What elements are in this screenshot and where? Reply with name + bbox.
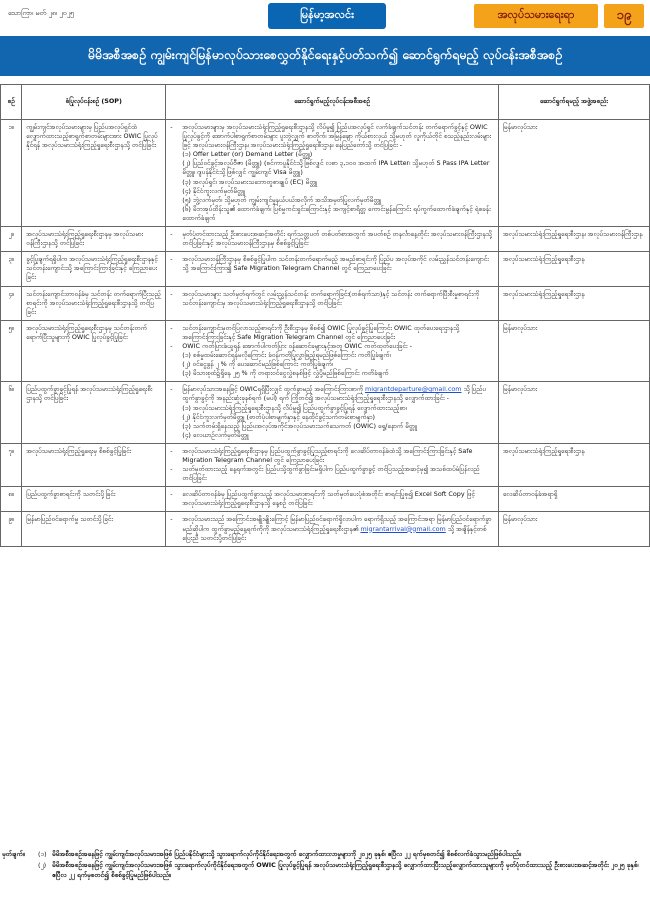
row-number: ၃။ [1,252,22,286]
row-sop: အလုပ်သမားသံရုံးကြည့်ရှုရေးမှ စိစစ်ခွင့်ပြုခြင်း [22,443,166,486]
row-sop: အလုပ်သမားသံရုံးကြည့်ရှုရေးစီးဌာနမှ သင်တန်းတက်ရောက်ပြီးသူများကို OWIC ပြုလုပ်ခွင့်ပြုခြင်း [22,320,166,382]
row-sop: မြန်မာပြည်ဝင်ရောက်မှု သတင်းပို့ခြင်း [22,512,166,546]
row-number: ၆။ [1,382,22,444]
row-number: ၈။ [1,487,22,512]
header-sop: စံပြုလုပ်ငန်းစဉ် (SOP) [22,85,166,120]
activity-text: အလုပ်သမားများ သတ်မှတ်ရက်တွင် လမ်းညွှန်သင်တန်း တက်ရောက်ခြင်း(တစ်ရက်သာ)နှင့် သင်တန်း တက်ရောက်ပြီးစီးမှုစာရင်းကို သင်တန်းကျောင်းမှ အလုပ်သမားသံရုံးကြည့်ရှုရေးစီးဌာနသို့ တင်ပြခြင်း [182,289,480,307]
activity-text: မြန်မာလုပ်သားအနေဖြင့် OWICရရှိပြီးလျှင် ထွက်ခွာမည့် အကြောင်းကြားစာကို [182,385,365,394]
table-row [1,227,650,252]
row-activities: - သင်တန်းကျောင်းမှတင်ပြလာသည့်စာရင်းကို ဦးစီးဌာနမှ စိစစ်၍ OWIC ပြုလုပ်ခွင့်ပြုကြောင်း OWIC ထုတ်ပေးရေးဌာနသို့ အကြောင်းကြားခြင်းနှင့် Safe Migration Telegram Channel တွင် ကြေညာပေးခြင်း - OWIC ကတ်ပြားခံယူရန် အောက်ပါကတ်ပြား ဝန်ဆောင်ခများနှင့်အတူ OWIC ကတ်ထုတ်ပေးခြင်း - (၁) စစ်မှုထမ်းဆောင်ရန်မလိုကြောင်း ခံဝန်ကတိပြုလွှာဖြည့်ရမည်ဖြစ်ကြောင်း ကတိပြုခံချက်၊ (၂) ဝင်ငွေခွန် ၂ % ကို ပေးဆောင်မည်ဖြစ်ကြောင်း ကတိပြုခံချက်၊ (၃) မိသားစုထံ၌ရှိနေ ၂၅ % ကို တရားဝင်ငွေလွှဲစနစ်ဖြင့် လွှဲပို့မည်ဖြစ်ကြောင်း ကတိခံချက် [166,320,499,382]
sub-item: (၃) မိသားစုထံ၌ရှိနေ ၂၅ % ကို တရားဝင်ငွေလွှဲစနစ်ဖြင့် လွှဲပို့မည်ဖြစ်ကြောင်း ကတိခံချက် [182,369,389,378]
sub-item: (၁) Offer Letter (or) Demand Letter (မိတ္တူ) [182,150,313,159]
note-item [0,850,650,859]
sub-item: (၅) ဘွဲ့လက်မှတ်၊ သို့မဟုတ် ကျွမ်းကျင်မှုနယ်ပယ်အလိုက် အသိအမှတ်ပြုလက်မှတ်မိတ္တူ [182,195,382,204]
header-no: စဉ် [1,85,22,120]
row-responsible: အလုပ်သမားသံရုံးကြည့်ရှုရေးစီးဌာန [498,286,649,320]
note-item [0,861,650,880]
note-number: (၂) [38,861,47,870]
row-activities: - မြန်မာလုပ်သားအနေဖြင့် OWICရရှိပြီးလျှင် ထွက်ခွာမည့် အကြောင်းကြားစာကို migrantdeparture@gmail.com သို့ပြည်ပထွက်ခွာခွင့်ကို အနည်းဆုံးခုနစ်ရက် (မပါ) ရက် ကြိုတင်၍ အလုပ်သမားသံရုံးကြည့်ရှုရေးစီးဌာနသို့ လျှောက်ထားခြင်း - (၁) အလုပ်သမားသံရုံးကြည့်ရှုရေးစီးဌာနသို့ လိပ်မူ၍ ပြည်ပထွက်ခွာခွင့်ပြုရန် လျှောက်ထားသည့်စာ၊ (၂) နိုင်ငံကူးလက်မှတ်မိတ္တူ (ဓာတ်ပုံပါစာမျက်နှာနှင့် နေထိုင်ခွင့်သက်တမ်းစာမျက်နှာ) (၃) သက်တမ်းရှိနေသည့် ပြည်ပအလုပ်အကိုင်အလုပ်သမားသက်သေကတ် (OWIC) ရှေ့/နောက် မိတ္တူ (၄) လေယာဉ်လက်မှတ်မိတ္တူ [166,382,499,444]
row-sop: ကျွမ်းကျင်အလုပ်သမားများမှ ပြည်ပအလုပ်ရှင်ထံ လျှောက်ထားသည့်စာရွက်စာတမ်းများအား OWIC ပြုလုပ်နိုင်ရန် အလုပ်သမားသံရုံးကြည့်ရှုရေးစီးဌာနသို့ တင်ပြခြင်း [22,120,166,227]
sub-item: (၆) မိဘအုပ်ထိန်းသူ၏ ထောက်ခံချက်၊ ပြစ်မှုကင်းရှင်းကြောင်းနှင့် အကျင့်စာရိတ္တ ကောင်းမွန်ကြောင်း ရပ်ကွက်ထောက်ခံချက်နှင့် ရဲစခန်းထောက်ခံချက် [182,204,491,222]
row-sop: သင်တန်းကျောင်းတာဝန်ခံမှ သင်တန်း တက်ရောက်ပြီးသည့် စာရင်းကို အလုပ်သမားသံရုံးကြည့်ရှုရေးစီးဌာနသို့ တင်ပြခြင်း [22,286,166,320]
sub-item: (၂) ပြည်ဝင်ခွင့်အလုပ်ဗီဇာ (မိတ္တူ) (စင်ကာပူနိုင်ငံသို့ဖြစ်လျှင် လစာ ၃,၁၀၀ အထက် IPA Letter၊ သို့မဟုတ် S Pass IPA Letter မိတ္တူ၊ ဂျပန်နိုင်ငံသို့ဖြစ်လျှင် ကျွမ်းကျင် Visa မိတ္တူ) [182,159,490,177]
sub-item: (၁) အလုပ်သမားသံရုံးကြည့်ရှုရေးစီးဌာနသို့ လိပ်မူ၍ ပြည်ပထွက်ခွာခွင့်ပြုရန် လျှောက်ထားသည့်စာ၊ [182,403,407,412]
row-activities: - အလုပ်သမားဝန်ကြီးဌာနမှ စိစစ်ခွင့်ပြုပါက သင်တန်းတက်ရောက်မည့် အမည်စာရင်းကို ပြည်ပ အလုပ်အကိုင် လမ်းညွှန်သင်တန်းကျောင်းသို့ အကြောင်းကြား၍ Safe Migration Telegram Channel တွင် ကြေညာပေးခြင်း [166,252,499,286]
row-responsible: မြန်မာလုပ်သား [498,120,649,227]
row-activities: - အလုပ်သမားသံရုံးကြည့်ရှုရေးစီးဌာနမှ ပြည်ပထွက်ခွာခွင့်ပြုသည့်စာရင်းကို လေဆိပ်တာဝန်ခံထံသို့ အကြောင်းကြားခြင်းနှင့် Safe Migration Telegram Channel တွင် ကြေညာပေးခြင်း - သတ်မှတ်ထားသည့် နေ့ရက်အတွင်း ပြည်ပသို့ထွက်ခွာခြင်းမရှိပါက ပြည်ပထွက်ခွာခွင့် တင်ပြသည့်အဆင့်မှ၍ အသစ်ထပ်မံပြန်လည်တင်ပြခြင်း [166,443,499,486]
row-sop: ပြည်ပထွက်ခွာခွင့်ပြုရန် အလုပ်သမားသံရုံးကြည့်ရှုရေးစီးဌာနသို့ တင်ပြခြင်း [22,382,166,444]
section-label: အလုပ်သမားရေးရာ [474,4,598,28]
row-activities: - လေဆိပ်တာဝန်ခံမှ ပြည်ပထွက်ခွာသည့် အလုပ်သမားစာရင်းကို သတ်မှတ်ပေးပုံစံအတိုင်း စာရင်းပြုစု၍ Excel Soft Copy ဖြင့် အလုပ်သမားသံရုံးကြည့်ရှုရေးစီးဌာနသို့ နေ့စဉ် တင်ပြခြင်း [166,487,499,512]
row-responsible: မြန်မာလုပ်သား [498,512,649,546]
row-responsible: အလုပ်သမားသံရုံးကြည့်ရှုရေးစီးဌာန [498,252,649,286]
activity-text: မှတ်ပုံတင်ထားသည့် ဦးစားပေးအဆင့်အတိုင်း ရက်သတ္တပတ် တစ်ပတ်စာအတွက် အပတ်စဉ် တနင်္လာနေ့တိုင်း အလုပ်သမားဝန်ကြီးဌာနသို့ တင်ပြခြင်းနှင့် အလုပ်သမားဝန်ကြီးဌာနမှ စိစစ်ခွင့်ပြုခြင်း [182,230,492,248]
header-responsible: ဆောင်ရွက်ရမည့် အဖွဲ့အစည်း [498,85,649,120]
row-number: ၅။ [1,320,22,382]
row-activities: - အလုပ်သမားများမှ အလုပ်သမားသံရုံးကြည့်ရှုရေးစီးဌာနသို့ လိပ်မူ၍ ပြည်ပအလုပ်ရှင် လက်ခံချက်သင်တန်း တက်ရောက်ခွင့်နှင့် OWIC ပြုလုပ်ခွင့်ကို အောက်ပါစာရွက်စာတမ်းများ ပူးတွဲလျှက် စာတိုက်၊ အမြန်ချော ကိုယ်စားလှယ် သို့မဟုတ် လူကိုယ်တိုင် စသည့်နည်းလမ်းများဖြင့် အလုပ်သမားဝန်ကြီးဌာန၊ အလုပ်သမားသံရုံးကြည့်ရှုရေးစီးဌာန၊ နေပြည်တော်သို့ တင်ပြခြင်း - (၁) Offer Letter (or) Demand Letter (မိတ္တူ) (၂) ပြည်ဝင်ခွင့်အလုပ်ဗီဇာ (မိတ္တူ) (စင်ကာပူနိုင်ငံသို့ဖြစ်လျှင် လစာ ၃,၁၀၀ အထက် IPA Letter၊ သို့မဟုတ် S Pass IPA Letter မိတ္တူ၊ ဂျပန်နိုင်ငံသို့ဖြစ်လျှင် ကျွမ်းကျင် Visa မိတ္တူ) (၃) အလုပ်ရှင်၊ အလုပ်သမားသဘောတူစာချုပ် (EC) မိတ္တူ (၄) နိုင်ငံကူးလက်မှတ်မိတ္တူ (၅) ဘွဲ့လက်မှတ်၊ သို့မဟုတ် ကျွမ်းကျင်မှုနယ်ပယ်အလိုက် အသိအမှတ်ပြုလက်မှတ်မိတ္တူ (၆) မိဘအုပ်ထိန်းသူ၏ ထောက်ခံချက်၊ ပြစ်မှုကင်းရှင်းကြောင်းနှင့် အကျင့်စာရိတ္တ ကောင်းမွန်ကြောင်း ရပ်ကွက်ထောက်ခံချက်နှင့် ရဲစခန်းထောက်ခံချက် [166,120,499,227]
activity-text: OWIC ကတ်ပြားခံယူရန် အောက်ပါကတ်ပြား ဝန်ဆောင်ခများနှင့်အတူ OWIC ကတ်ထုတ်ပေးခြင်း - [182,341,412,350]
header-activities: ဆောင်ရွက်မည့်လုပ်ငန်းအစီအစဉ် [166,85,499,120]
table-row [1,443,650,486]
notes-label: မှတ်ချက်။ [2,850,25,858]
table-row [1,512,650,546]
table-row [1,120,650,227]
row-activities: - အလုပ်သမားသည် အကြောင်းအမျိုးမျိုးကြောင့် မြန်မာပြည်ဝင်ရောက်ရှိလာပါက ရောက်ရှိသည့် အကြောင်းအရာ မြန်မာပြည်ဝင်ရောက်ခွာမည်ဆိုပါက ထွက်ခွာမည့်နေ့ရက်ကိုကို အလုပ်သမားသံရုံးကြည့်ရှုရေးစီးဌာန၏ migrantarrival@gmail.com သို့ အချိန်နှင့်တစ်ပြေးညီ သတင်းပို့တင်ပြခြင်း [166,512,499,546]
article-title: မိမိအစီအစဉ် ကျွမ်းကျင်မြန်မာလုပ်သားစေလွှတ်နိုင်ရေးနှင့်ပတ်သက်၍ ဆောင်ရွက်ရမည့် လုပ်ငန်းအစီအစဉ် [0,36,650,76]
row-responsible: မြန်မာလုပ်သား [498,320,649,382]
table-row [1,320,650,382]
activity-text: သို့ပြည်ပထွက်ခွာခွင့်ကို အနည်းဆုံးခုနစ်ရက် (မပါ) ရက် ကြိုတင်၍ အလုပ်သမားသံရုံးကြည့်ရှုရေးစီးဌာနသို့ လျှောက်ထားခြင်း - [182,385,486,403]
note-text: မိမိအစီအစဉ်အနေဖြင့် ကျွမ်းကျင်အလုပ်သမားအဖြစ် ပြည်ပနိုင်ငံများသို့ သွားရောက်လုပ်ကိုင်နိုင်ရေးအတွက် လျှောက်ထားလာမှုများကို ၂၀၂၅ ခုနှစ်၊ ဧပြီလ ၂၂ ရက်မှစတင်၍ စိစစ်လက်ခံသွားမည်ဖြစ်ပါသည်။ [52,850,521,858]
page-header [0,0,650,34]
row-number: ၁။ [1,120,22,227]
row-number: ၇။ [1,443,22,486]
activity-text: အလုပ်သမားသံရုံးကြည့်ရှုရေးစီးဌာနမှ ပြည်ပထွက်ခွာခွင့်ပြုသည့်စာရင်းကို လေဆိပ်တာဝန်ခံထံသို့ အကြောင်းကြားခြင်းနှင့် Safe Migration Telegram Channel တွင် ကြေညာပေးခြင်း [182,446,473,464]
procedure-table [0,84,650,547]
table-row [1,252,650,286]
notes-section [0,850,650,882]
row-activities: - မှတ်ပုံတင်ထားသည့် ဦးစားပေးအဆင့်အတိုင်း ရက်သတ္တပတ် တစ်ပတ်စာအတွက် အပတ်စဉ် တနင်္လာနေ့တိုင်း အလုပ်သမားဝန်ကြီးဌာနသို့ တင်ပြခြင်းနှင့် အလုပ်သမားဝန်ကြီးဌာနမှ စိစစ်ခွင့်ပြုခြင်း [166,227,499,252]
activity-text: အလုပ်သမားသည် အကြောင်းအမျိုးမျိုးကြောင့် မြန်မာပြည်ဝင်ရောက်ရှိလာပါက ရောက်ရှိသည့် အကြောင်းအရာ မြန်မာပြည်ဝင်ရောက်ခွာမည်ဆိုပါက ထွက်ခွာမည့်နေ့ရက်ကိုကို အလုပ်သမားသံရုံးကြည့်ရှုရေးစီးဌာန၏ [182,515,492,533]
sub-item: (၃) သက်တမ်းရှိနေသည့် ပြည်ပအလုပ်အကိုင်အလုပ်သမားသက်သေကတ် (OWIC) ရှေ့/နောက် မိတ္တူ [182,421,417,430]
activity-text: သတ်မှတ်ထားသည့် နေ့ရက်အတွင်း ပြည်ပသို့ထွက်ခွာခြင်းမရှိပါက ပြည်ပထွက်ခွာခွင့် တင်ပြသည့်အဆင့်မှ၍ အသစ်ထပ်မံပြန်လည်တင်ပြခြင်း [182,465,480,483]
activity-text: အလုပ်သမားများမှ အလုပ်သမားသံရုံးကြည့်ရှုရေးစီးဌာနသို့ လိပ်မူ၍ ပြည်ပအလုပ်ရှင် လက်ခံချက်သင်တန်း တက်ရောက်ခွင့်နှင့် OWIC ပြုလုပ်ခွင့်ကို အောက်ပါစာရွက်စာတမ်းများ ပူးတွဲလျှက် စာတိုက်၊ အမြန်ချော ကိုယ်စားလှယ် သို့မဟုတ် လူကိုယ်တိုင် စသည့်နည်းလမ်းများဖြင့် အလုပ်သမားဝန်ကြီးဌာန၊ အလုပ်သမားသံရုံးကြည့်ရှုရေးစီးဌာန၊ နေပြည်တော်သို့ တင်ပြခြင်း - [182,123,492,150]
activity-text: သို့ အချိန်နှင့်တစ်ပြေးညီ သတင်းပို့တင်ပြခြင်း [182,524,487,542]
note-text: မိမိအစီအစဉ်အနေဖြင့် ကျွမ်းကျင်အလုပ်သမားအဖြစ် သွားရောက်လုပ်ကိုင်နိုင်ရေးအတွက် OWIC ပြုလုပ်ခွင့်ပြုရန် အလုပ်သမားသံရုံးကြည့်ရှုရေးစီးဌာနသို့ လျှောက်ထားပြီးသည့်လျှောက်ထားသူများကို မှတ်ပုံတင်ထားသည့် ဦးစားပေးအဆင့်အတိုင်း ၂၀၂၅ ခုနှစ်၊ ဧပြီလ ၂၂ ရက်မှစတင်၍ စိစစ်ခွင့်ပြုမည်ဖြစ်ပါသည်။ [52,861,639,879]
row-number: ၂။ [1,227,22,252]
row-sop: ခွင့်ပြုချက်ရရှိပါက အလုပ်သမားသံရုံးကြည့်ရှုရေးစီးဌာနနှင့် သင်တန်းကျောင်းသို့ အကြောင်းကြားခြင်းနှင့် ကြေညာပေးခြင်း [22,252,166,286]
arrival-email-link[interactable]: migrantarrival@gmail.com [360,524,446,533]
sub-item: (၂) ဝင်ငွေခွန် ၂ % ကို ပေးဆောင်မည်ဖြစ်ကြောင်း ကတိပြုခံချက်၊ [182,360,333,369]
newspaper-masthead: မြန်မာ့အလင်း [268,3,386,29]
sub-item: (၂) နိုင်ငံကူးလက်မှတ်မိတ္တူ (ဓာတ်ပုံပါစာမျက်နှာနှင့် နေထိုင်ခွင့်သက်တမ်းစာမျက်နှာ) [182,412,375,421]
note-number: (၁) [38,850,47,858]
row-responsible: အလုပ်သမားသံရုံးကြည့်ရှုရေးစီးဌာန၊ အလုပ်သမားဝန်ကြီးဌာန [498,227,649,252]
activity-text: လေဆိပ်တာဝန်ခံမှ ပြည်ပထွက်ခွာသည့် အလုပ်သမားစာရင်းကို သတ်မှတ်ပေးပုံစံအတိုင်း စာရင်းပြုစု၍ Excel Soft Copy ဖြင့် အလုပ်သမားသံရုံးကြည့်ရှုရေးစီးဌာနသို့ နေ့စဉ် တင်ပြခြင်း [182,490,475,508]
row-sop: အလုပ်သမားသံရုံးကြည့်ရှုရေးစီးဌာနမှ အလုပ်သမားဝန်ကြီးဌာနသို့ တင်ပြခြင်း [22,227,166,252]
sub-item: (၄) လေယာဉ်လက်မှတ်မိတ္တူ [182,430,249,439]
table-row [1,286,650,320]
activity-text: အလုပ်သမားဝန်ကြီးဌာနမှ စိစစ်ခွင့်ပြုပါက သင်တန်းတက်ရောက်မည့် အမည်စာရင်းကို ပြည်ပ အလုပ်အကိုင် လမ်းညွှန်သင်တန်းကျောင်းသို့ အကြောင်းကြား၍ Safe Migration Telegram Channel တွင် ကြေညာပေးခြင်း [182,255,489,273]
table-row [1,382,650,444]
row-number: ၉။ [1,512,22,546]
departure-email-link[interactable]: migrantdeparture@gmail.com [364,385,462,394]
row-sop: ပြည်ပထွက်ခွာစာရင်းကို သတင်းပို့ခြင်း [22,487,166,512]
page-number: ၁၉ [604,4,644,28]
sub-item: (၄) နိုင်ငံကူးလက်မှတ်မိတ္တူ [182,186,245,195]
row-responsible: အလုပ်သမားသံရုံးကြည့်ရှုရေးစီးဌာန [498,443,649,486]
issue-date: သောကြာ၊ မတ် ၂၈၊ ၂၀၂၅ [8,9,74,17]
activity-text: သင်တန်းကျောင်းမှတင်ပြလာသည့်စာရင်းကို ဦးစီးဌာနမှ စိစစ်၍ OWIC ပြုလုပ်ခွင့်ပြုကြောင်း OWIC ထုတ်ပေးရေးဌာနသို့ အကြောင်းကြားခြင်းနှင့် Safe Migration Telegram Channel တွင် ကြေညာပေးခြင်း [182,323,460,341]
table-row [1,487,650,512]
row-responsible: လေဆိပ်တာဝန်ခံအရာရှိ [498,487,649,512]
row-activities: - အလုပ်သမားများ သတ်မှတ်ရက်တွင် လမ်းညွှန်သင်တန်း တက်ရောက်ခြင်း(တစ်ရက်သာ)နှင့် သင်တန်း တက်ရောက်ပြီးစီးမှုစာရင်းကို သင်တန်းကျောင်းမှ အလုပ်သမားသံရုံးကြည့်ရှုရေးစီးဌာနသို့ တင်ပြခြင်း [166,286,499,320]
sub-item: (၁) စစ်မှုထမ်းဆောင်ရန်မလိုကြောင်း ခံဝန်ကတိပြုလွှာဖြည့်ရမည်ဖြစ်ကြောင်း ကတိပြုခံချက်၊ [182,351,391,360]
row-responsible: မြန်မာလုပ်သား [498,382,649,444]
sub-item: (၃) အလုပ်ရှင်၊ အလုပ်သမားသဘောတူစာချုပ် (EC) မိတ္တူ [182,177,318,186]
row-number: ၄။ [1,286,22,320]
table-header-row [1,85,650,120]
